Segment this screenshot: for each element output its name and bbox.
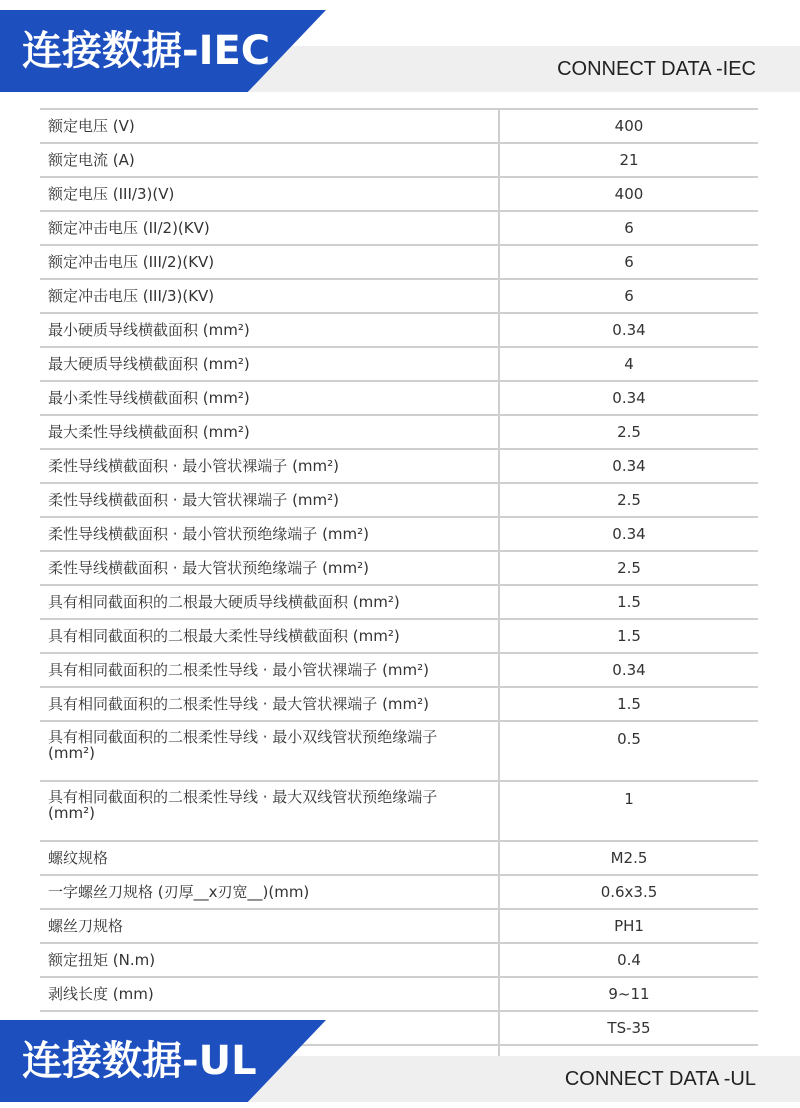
spec-value: 2.5 <box>499 415 758 449</box>
spec-label: 螺纹规格 <box>48 849 109 867</box>
spec-value: M2.5 <box>499 841 758 875</box>
spec-label: 具有相同截面积的二根柔性导线 · 最大管状裸端子 (mm²) <box>48 695 430 713</box>
table-row <box>40 781 758 841</box>
table-row <box>40 909 758 943</box>
spec-label: 一字螺丝刀规格 (刃厚__x刃宽__)(mm) <box>48 883 310 901</box>
spec-label: 柔性导线横截面积 · 最小管状裸端子 (mm²) <box>48 457 340 475</box>
spec-label: 最小硬质导线横截面积 (mm²) <box>48 321 250 339</box>
spec-value: 1.5 <box>499 585 758 619</box>
spec-value: 1 <box>499 781 758 841</box>
spec-value: 21 <box>499 143 758 177</box>
table-row <box>40 721 758 781</box>
spec-value: 2.5 <box>499 551 758 585</box>
spec-label: 额定冲击电压 (II/2)(KV) <box>48 219 210 237</box>
table-row <box>40 483 758 517</box>
spec-value: 9~11 <box>499 977 758 1011</box>
spec-label: 具有相同截面积的二根柔性导线 · 最大双线管状预绝缘端子 (mm²) <box>48 788 438 822</box>
table-row <box>40 653 758 687</box>
spec-value: TS-35 <box>499 1011 758 1045</box>
spec-label: 剥线长度 (mm) <box>48 985 154 1003</box>
spec-label: 最大硬质导线横截面积 (mm²) <box>48 355 250 373</box>
spec-value: 0.34 <box>499 653 758 687</box>
table-row <box>40 313 758 347</box>
spec-value: 6 <box>499 245 758 279</box>
spec-value: 0.6x3.5 <box>499 875 758 909</box>
spec-value: 0.34 <box>499 381 758 415</box>
spec-label: 额定冲击电压 (III/2)(KV) <box>48 253 215 271</box>
ul-section-header <box>0 1010 800 1102</box>
spec-value: 0.4 <box>499 943 758 977</box>
spec-value: 0.34 <box>499 449 758 483</box>
spec-value: 400 <box>499 177 758 211</box>
spec-label: 额定电流 (A) <box>48 151 135 169</box>
iec-subtitle: CONNECT DATA -IEC <box>557 58 756 80</box>
spec-label: 额定电压 (V) <box>48 117 135 135</box>
spec-value: 1.5 <box>499 619 758 653</box>
spec-label: 螺丝刀规格 <box>48 917 124 935</box>
spec-label: 最小柔性导线横截面积 (mm²) <box>48 389 250 407</box>
spec-label: 具有相同截面积的二根柔性导线 · 最小管状裸端子 (mm²) <box>48 661 430 679</box>
table-row <box>40 279 758 313</box>
table-row <box>40 415 758 449</box>
spec-value: 4 <box>499 347 758 381</box>
spec-value: 400 <box>499 109 758 143</box>
spec-value: 6 <box>499 279 758 313</box>
spec-value: 6 <box>499 211 758 245</box>
table-row <box>40 943 758 977</box>
spec-label: 柔性导线横截面积 · 最大管状预绝缘端子 (mm²) <box>48 559 370 577</box>
spec-value: 0.34 <box>499 517 758 551</box>
table-row <box>40 381 758 415</box>
spec-label: 额定扭矩 (N.m) <box>48 951 156 969</box>
spec-label: 柔性导线横截面积 · 最大管状裸端子 (mm²) <box>48 491 340 509</box>
spec-value: 0.5 <box>499 721 758 781</box>
table-row <box>40 585 758 619</box>
spec-label: 柔性导线横截面积 · 最小管状预绝缘端子 (mm²) <box>48 525 370 543</box>
table-row <box>40 211 758 245</box>
ul-title: 连接数据-UL <box>22 1038 257 1084</box>
spec-label: 具有相同截面积的二根柔性导线 · 最小双线管状预绝缘端子 (mm²) <box>48 728 438 762</box>
table-row <box>40 347 758 381</box>
spec-value: 2.5 <box>499 483 758 517</box>
table-row <box>40 517 758 551</box>
iec-section-header <box>0 0 800 92</box>
table-row <box>40 551 758 585</box>
spec-value: 1.5 <box>499 687 758 721</box>
spec-label: 具有相同截面积的二根最大硬质导线横截面积 (mm²) <box>48 593 400 611</box>
table-row <box>40 619 758 653</box>
table-row <box>40 109 758 143</box>
table-row <box>40 449 758 483</box>
spec-value: PH1 <box>499 909 758 943</box>
table-row <box>40 875 758 909</box>
table-row <box>40 177 758 211</box>
spec-value: 0.34 <box>499 313 758 347</box>
table-row <box>40 841 758 875</box>
spec-label: 具有相同截面积的二根最大柔性导线横截面积 (mm²) <box>48 627 400 645</box>
iec-spec-table <box>40 108 758 1078</box>
table-row <box>40 143 758 177</box>
spec-label: 最大柔性导线横截面积 (mm²) <box>48 423 250 441</box>
ul-subtitle: CONNECT DATA -UL <box>564 1068 756 1090</box>
spec-label: 额定电压 (III/3)(V) <box>48 185 175 203</box>
table-row <box>40 687 758 721</box>
table-row <box>40 977 758 1011</box>
table-row <box>40 245 758 279</box>
spec-label: 额定冲击电压 (III/3)(KV) <box>48 287 215 305</box>
iec-title: 连接数据-IEC <box>22 28 271 74</box>
